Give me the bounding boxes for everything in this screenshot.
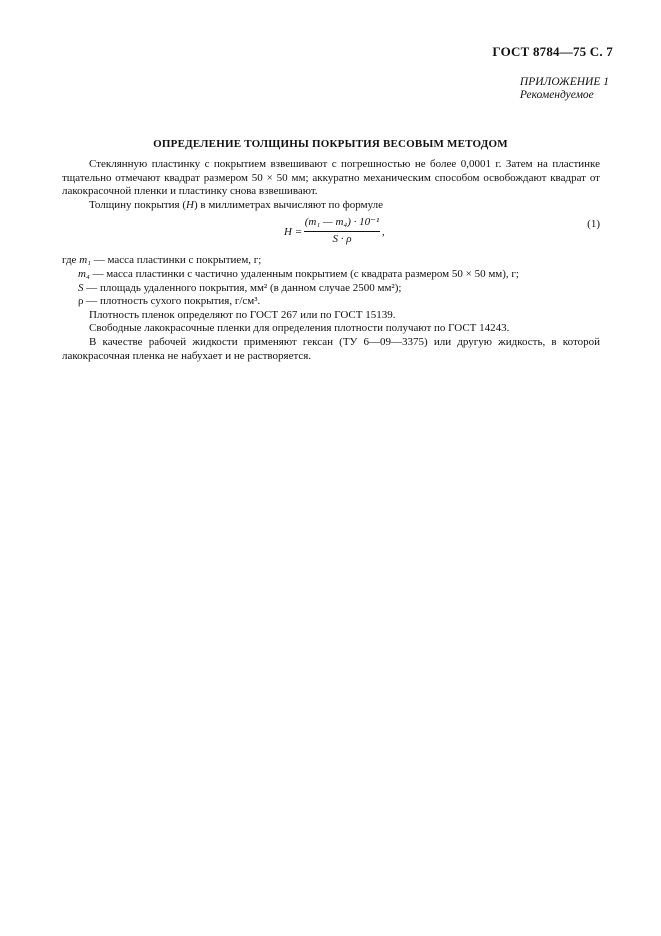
def-symbol: m₄ xyxy=(78,267,90,280)
formula-number: (1) xyxy=(587,218,600,231)
section-title: ОПРЕДЕЛЕНИЕ ТОЛЩИНЫ ПОКРЫТИЯ ВЕСОВЫМ МЕТОДОМ xyxy=(153,138,508,150)
formula-numerator: (m₁ — m₄) · 10⁻¹ xyxy=(304,216,380,232)
def-text: — масса пластинки с покрытием, г; xyxy=(90,254,262,267)
def-text: — масса пластинки с частично удаленным покрытием (с квадрата размером 50 × 50 мм), г; xyxy=(89,267,519,280)
p2-variable: H xyxy=(186,198,194,211)
annex-title: ПРИЛОЖЕНИЕ 1 xyxy=(519,76,609,88)
def-text: — плотность сухого покрытия, г/см³. xyxy=(83,295,261,308)
paragraph-4: Свободные лакокрасочные пленки для определения плотности получают по ГОСТ 14243. xyxy=(89,322,510,335)
annex-status: Рекомендуемое xyxy=(519,89,594,101)
formula-denominator: S · ρ xyxy=(332,232,352,245)
def-text: — площадь удаленного покрытия, мм² (в данном случае 2500 мм²); xyxy=(83,281,402,294)
where-prefix: где xyxy=(62,254,77,267)
paragraph-3: Плотность пленок определяют по ГОСТ 267 или по ГОСТ 15139. xyxy=(89,308,396,321)
formula-1 xyxy=(62,214,600,254)
formula-comma: , xyxy=(382,226,385,239)
annex-block xyxy=(520,76,609,102)
page-header: ГОСТ 8784—75 С. 7 xyxy=(492,44,613,59)
def-symbol: ρ xyxy=(78,295,84,308)
formula-lhs: H = xyxy=(284,226,303,239)
def-symbol: S xyxy=(78,281,84,294)
p2-text-after: ) в миллиметрах вычисляют по формуле xyxy=(193,198,383,211)
p2-text-before: Толщину покрытия ( xyxy=(89,198,187,211)
formula-fraction xyxy=(304,216,380,246)
def-symbol: m₁ xyxy=(79,254,91,267)
definition-1 xyxy=(62,254,600,268)
document-body xyxy=(62,158,600,363)
definition-3 xyxy=(62,282,600,296)
paragraph-2 xyxy=(62,199,600,213)
paragraph-5: В качестве рабочей жидкости применяют гексан (ТУ 6—09—3375) или другую жидкость, в которой лакокрасочная пленка не набухает и не растворяется. xyxy=(62,335,600,362)
paragraph-1: Стеклянную пластинку с покрытием взвешивают с погрешностью не более 0,0001 г. Затем на пластинке тщательно отмечают квадрат размером 50 × 50 мм; аккуратно механическим способом освобождают квадрат от лакокрасочной пленки и пластинку снова взвешивают. xyxy=(62,158,600,198)
definition-4 xyxy=(62,295,600,309)
definition-2 xyxy=(62,268,600,282)
